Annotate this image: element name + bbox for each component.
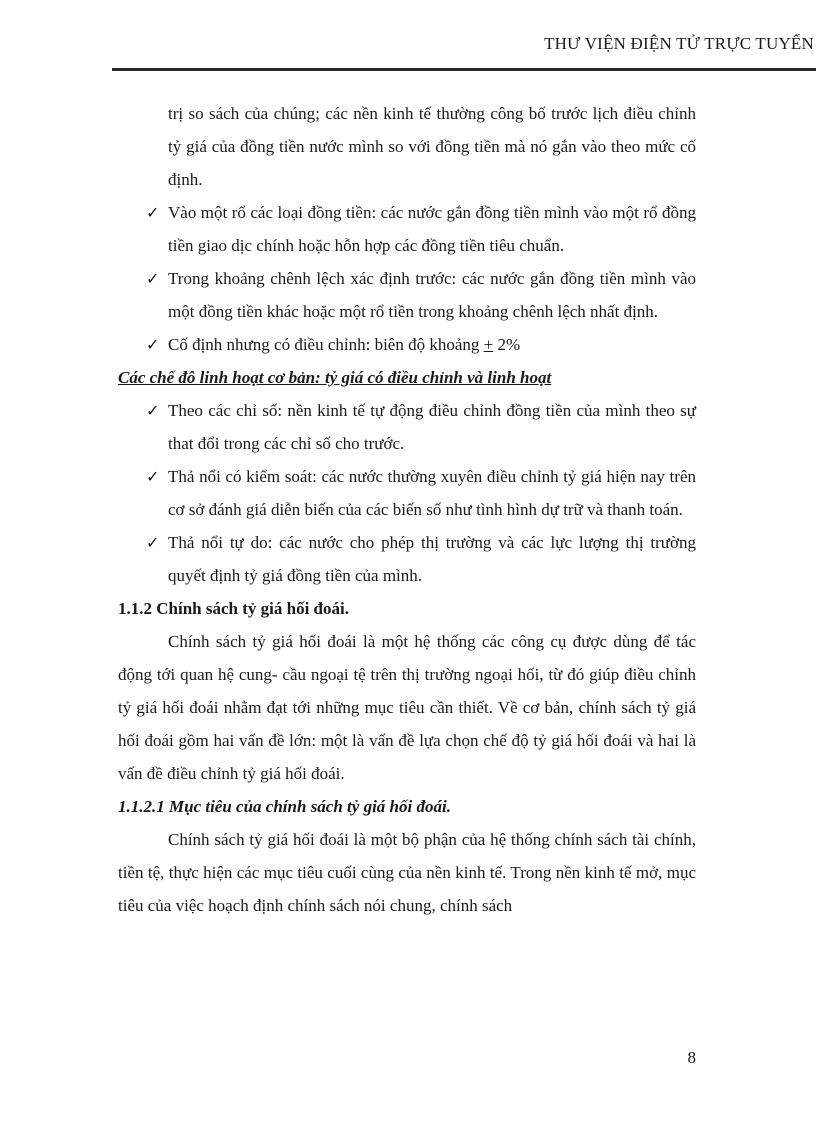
list-item-text: Theo các chỉ số: nền kinh tế tự động điều chỉnh đồng tiền của mình theo sự that đổi trong các chỉ số cho trước.: [168, 401, 696, 453]
checkmark-icon: ✓: [146, 533, 160, 552]
checkmark-icon: ✓: [146, 203, 160, 222]
list-item-basket: [118, 196, 696, 262]
list-item-adjustable-peg: [118, 328, 696, 361]
list-item-text-prefix: Cố định nhưng có điều chỉnh: biên độ khoảng: [168, 335, 484, 354]
list-item-indexed: [118, 394, 696, 460]
checkmark-icon: ✓: [146, 335, 160, 354]
section-heading-1-1-2-1: 1.1.2.1 Mục tiêu của chính sách tỷ giá hối đoái.: [118, 797, 451, 816]
running-header: THƯ VIỆN ĐIỆN TỬ TRỰC TUYẾN: [544, 34, 814, 53]
list-item-text: Vào một rổ các loại đồng tiền: các nước gắn đồng tiền mình vào một rổ đồng tiền giao dịc chính hoặc hỗn hợp các đồng tiền tiêu chuẩn.: [168, 203, 696, 255]
intro-continuation: trị so sách của chúng; các nền kinh tế thường công bố trước lịch điều chỉnh tỷ giá của đồng tiền nước mình so với đồng tiền mà nó gắn vào theo mức cố định.: [168, 104, 696, 189]
list-item-managed-float: [118, 460, 696, 526]
list-item-free-float: [118, 526, 696, 592]
section-paragraph-1-1-2-1: Chính sách tỷ giá hối đoái là một bộ phận của hệ thống chính sách tài chính, tiền tệ, thực hiện các mục tiêu cuối cùng của nền kinh tế. Trong nền kinh tế mở, mục tiêu của việc hoạch định chính sách nói chung, chính sách: [118, 830, 696, 915]
list-item-band: [118, 262, 696, 328]
flexible-regimes-heading: Các chế đô linh hoạt cơ bản: tỷ giá có điều chỉnh và linh hoạt: [118, 368, 552, 387]
checkmark-icon: ✓: [146, 467, 160, 486]
plus-minus-symbol: +: [483, 335, 494, 354]
list-item-text: Trong khoảng chênh lệch xác định trước: các nước gắn đồng tiền mình vào một đồng tiền khác hoặc một rổ tiền trong khoảng chênh lệch nhất định.: [168, 269, 696, 321]
page-number: 8: [687, 1048, 696, 1067]
document-body: [118, 97, 696, 922]
list-item-text: Thả nổi có kiểm soát: các nước thường xuyên điều chỉnh tỷ giá hiện nay trên cơ sở đánh giá diễn biến của các biến số như tình hình dự trữ và thanh toán.: [168, 467, 696, 519]
list-item-text-suffix: 2%: [493, 335, 521, 354]
checkmark-icon: ✓: [146, 269, 160, 288]
checkmark-icon: ✓: [146, 401, 160, 420]
header-rule: [112, 68, 816, 71]
section-heading-1-1-2: 1.1.2 Chính sách tỷ giá hối đoái.: [118, 599, 349, 618]
section-paragraph-1-1-2: Chính sách tỷ giá hối đoái là một hệ thống các công cụ được dùng để tác động tới quan hệ cung- cầu ngoại tệ trên thị trường ngoại hối, từ đó giúp điều chỉnh tỷ giá hối đoái nhằm đạt tới những mục tiêu cần thiết. Về cơ bản, chính sách tỷ giá hối đoái gồm hai vấn đề lớn: một là vấn đề lựa chọn chế độ tỷ giá hối đoái và hai là vấn đề điều chỉnh tỷ giá hối đoái.: [118, 632, 696, 783]
list-item-text: Thả nổi tự do: các nước cho phép thị trường và các lực lượng thị trường quyết định tỷ giá đồng tiền của mình.: [168, 533, 696, 585]
